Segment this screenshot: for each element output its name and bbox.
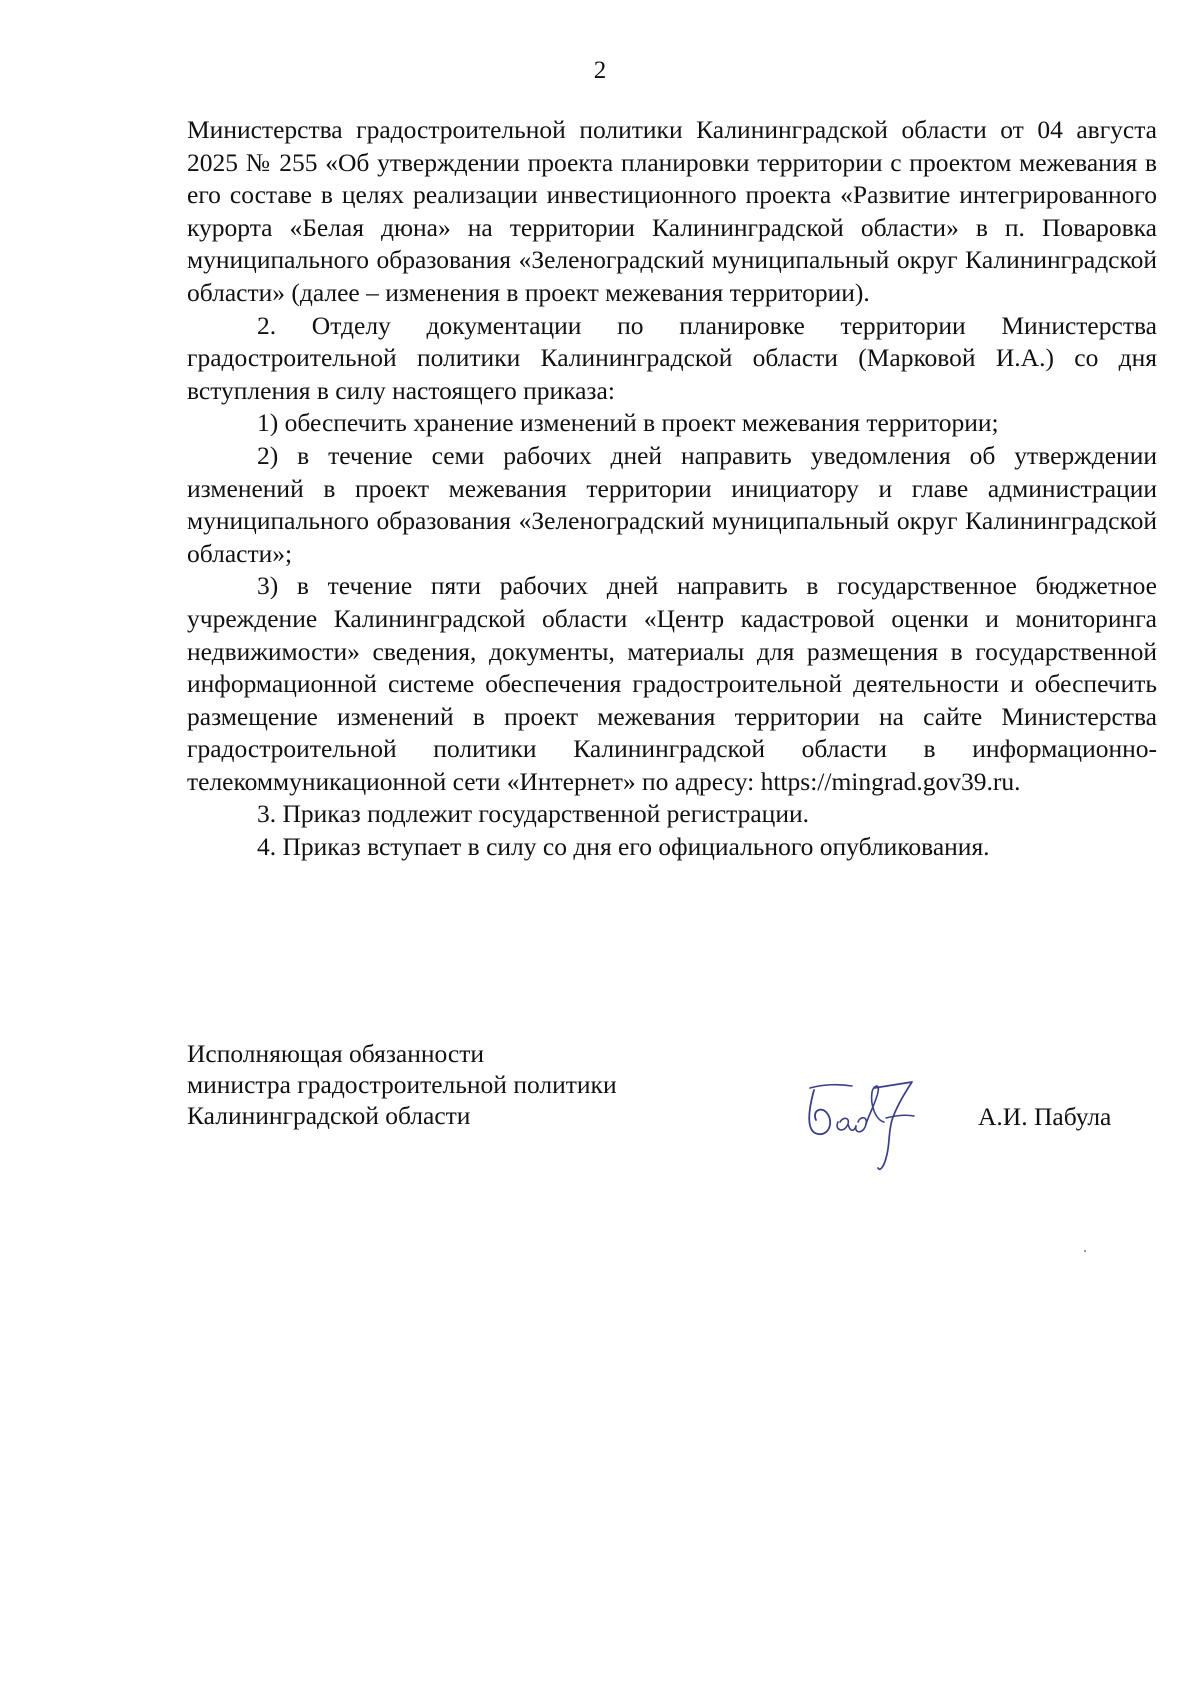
paragraph-subitem-3: 3) в течение пяти рабочих дней направить в государственное бюджетное учреждение Калининградской области «Центр кадастровой оценки и мониторинга недвижимости» сведения, документы, материалы для размещения в государственной информационной системе обеспечения градостроительной деятельности и обеспечить размещение изменений в проект межевания территории на сайте Министерства градостроительной политики Калининградской области в информационно-телекоммуникационной сети «Интернет» по адресу: https://mingrad.gov39.ru. (187, 571, 1157, 796)
paragraph-subitem-2: 2) в течение семи рабочих дней направить уведомления об утверждении изменений в проект межевания территории инициатору и главе администрации муниципального образования «Зеленоградский муниципальный округ Калининградской области»; (187, 440, 1157, 568)
paragraph-subitem-1: 1) обеспечить хранение изменений в проект межевания территории; (257, 408, 999, 438)
paragraph-continuation: Министерства градостроительной политики Калининградской области от 04 августа 2025 № 255 «Об утверждении проекта планировки территории с проектом межевания в его составе в целях реализации инвестиционного проекта «Развитие интегрированного курорта «Белая дюна» на территории Калининградской области» в п. Поваровка муниципального образования «Зеленоградский муниципальный округ Калининградской области» (далее – изменения в проект межевания территории). (187, 115, 1157, 307)
page-number: 2 (593, 57, 607, 84)
signatory-position-line: Калининградской области (187, 1101, 471, 1130)
signatory-position (187, 1038, 617, 1131)
scan-speck (1084, 1250, 1086, 1252)
document-body (187, 114, 1157, 864)
signatory-position-line: министра градостроительной политики (187, 1070, 617, 1099)
paragraph-item-4: 4. Приказ вступает в силу со дня его официального опубликования. (257, 832, 990, 862)
signatory-position-line: Исполняющая обязанности (187, 1039, 484, 1068)
paragraph-item-2: 2. Отделу документации по планировке территории Министерства градостроительной политики Калининградской области (Марковой И.А.) со дня вступления в силу настоящего приказа: (187, 310, 1157, 405)
handwritten-signature (800, 1072, 930, 1182)
signer-name: А.И. Пабула (978, 1102, 1112, 1131)
paragraph-item-3: 3. Приказ подлежит государственной регистрации. (257, 799, 809, 829)
